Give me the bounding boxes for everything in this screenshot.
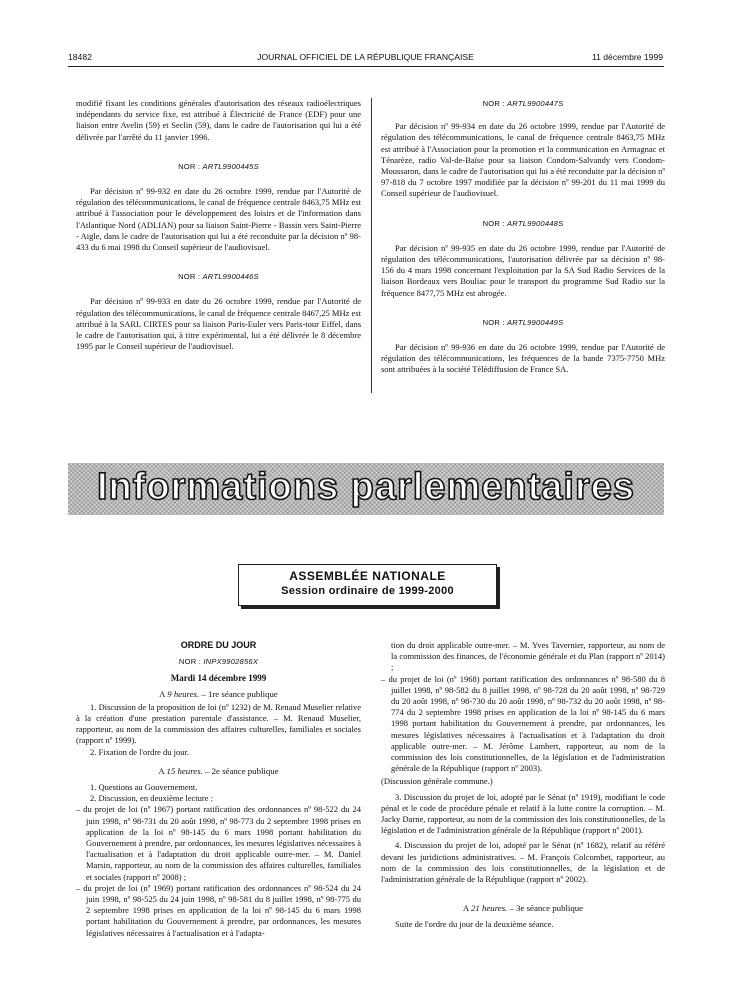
- session-heading: A 15 heures. – 2e séance publique: [158, 765, 279, 776]
- page-date: 11 décembre 1999: [591, 52, 663, 62]
- paragraph: Par décision nº 99-934 en date du 26 octobre 1999, rendue par l'Autorité de régulation des télécommunications, le canal de fréquence centrale 8463,75 MHz est attribué à l'Association pour la promotion et la communication en Armagnac et Ténarèze, radio Val-de-Baïse pour sa liaison Condom-Salvandy vers Condom-Moussaron, dans le cadre de l'autorisation qui lui a été reconduite par la décision nº 97-818 du 7 octobre 1997 modifiée par la décision nº 99-201 du 11 mai 1999 du Conseil supérieur de l'audiovisuel.: [381, 121, 665, 199]
- agenda-subitem: – du projet de loi (nº 1968) portant ratification des ordonnances nº 98-580 du 8 juillet 1998, nº 98-582 du 8 juillet 1998, nº 98-728 du 20 août 1998, nº 98-729 du 20 août 1998, nº 98-730 du 20 août 1998, nº 98-732 du 20 août 1998, nº 98-774 du 2 septembre 1998 prises en application de la loi nº 98-145 du 6 mars 1998 portant habilitation du Gouvernement à prendre, par ordonnances, les mesures législatives nécessaires à l'actualisation et à l'adaptation du droit applicable outre-mer. – M. Jérôme Lambert, rapporteur, au nom de la commission des lois constitutionnelles, de la législation et de l'administration générale de la République (rapport nº 2003).: [381, 673, 665, 774]
- column-divider: [371, 98, 372, 393]
- agenda-item: 1. Discussion de la proposition de loi (nº 1232) de M. Renaud Muselier relative à la création d'une prestation parentale d'assistance. – M. Renaud Muselier, rapporteur, au nom de la commission des affaires culturelles, familiales et sociales (rapport nº 1999).: [76, 701, 361, 746]
- paragraph: Par décision nº 99-936 en date du 26 octobre 1999, rendue par l'Autorité de régulation des télécommunications, les fréquences de la bande 7375-7750 MHz sont attribuées à la société Télédiffusion de France SA.: [381, 342, 665, 375]
- nor-reference: NOR : ARTL9900447S: [482, 99, 564, 108]
- session-title: Session ordinaire de 1999-2000: [281, 585, 454, 597]
- nor-reference: NOR : INPX9902856X: [178, 657, 259, 667]
- agenda-item: 4. Discussion du projet de loi, adopté par le Sénat (nº 1682), relatif au référé devant les juridictions administratives. – M. François Colcombet, rapporteur, au nom de la commission des lois constitutionnelles, de la législation et de l'administration générale de la République (rapport nº 2002).: [381, 840, 665, 885]
- agenda-note: (Discussion générale commune.): [381, 776, 493, 787]
- agenda-subitem: tion du droit applicable outre-mer. – M. Yves Tavernier, rapporteur, au nom de la commission des finances, de l'économie générale et du Plan (rapport nº 2014) ;: [391, 640, 665, 673]
- agenda-item: 2. Fixation de l'ordre du jour.: [90, 746, 190, 757]
- paragraph: Par décision nº 99-935 en date du 26 octobre 1999, rendue par l'Autorité de régulation des télécommunications, l'autorisation délivrée par sa décision nº 98-156 du 4 mars 1998 concernant l'exploitation par la SA Sud Radio Services de la liaison Bordeaux vers Bouliac pour le transport du programme Sud Radio sur la fréquence 8477,75 MHz est abrogée.: [381, 242, 665, 298]
- assemblee-title: ASSEMBLÉE NATIONALE: [289, 569, 446, 583]
- ordre-du-jour-title: ORDRE DU JOUR: [180, 640, 257, 650]
- agenda-subitem: – du projet de loi (nº 1967) portant ratification des ordonnances nº 98-522 du 24 juin 1998, nº 98-731 du 20 août 1998, nº 98-773 du 2 septembre 1998 prises en application de la loi nº 98-145 du 6 mars 1998 portant habilitation du Gouvernement à prendre, par ordonnances, les mesures législatives nécessaires à l'actualisation et à l'adaptation du droit applicable outre-mer. – M. Daniel Marsin, rapporteur, au nom de la commission des affaires culturelles, familiales et sociales (rapport nº 2008) ;: [76, 804, 361, 882]
- journal-title: JOURNAL OFFICIEL DE LA RÉPUBLIQUE FRANÇAISE: [257, 52, 474, 62]
- agenda-item: 3. Discussion du projet de loi, adopté par le Sénat (nº 1919), modifiant le code pénal et le code de procédure pénale et relatif à la lutte contre la corruption. – M. Jacky Darne, rapporteur, au nom de la commission des lois constitutionnelles, de la législation et de l'administration générale de la République (rapport nº 2001).: [381, 791, 665, 836]
- section-banner: [68, 463, 664, 515]
- day-title: Mardi 14 décembre 1999: [170, 673, 267, 684]
- bottom-left-column: [76, 640, 361, 939]
- paragraph: modifié fixant les conditions générales d'autorisation des réseaux radioélectriques indépendants du service fixe, est attribué à Électricité de France (EDF) pour une liaison entre Avelin (59) et Seclin (59), dans le cadre de l'autorisation qui lui a été délivrée par l'arrêté du 11 janvier 1996.: [76, 98, 361, 142]
- page-number: 18482: [68, 52, 92, 62]
- nor-reference: NOR : ARTL9900445S: [178, 161, 259, 171]
- agenda-subitem: – du projet de loi (nº 1969) portant ratification des ordonnances nº 98-524 du 24 juin 1998, nº 98-525 du 24 juin 1998, nº 98-581 du 8 juillet 1998, nº 98-775 du 2 septembre 1998 prises en application de la loi nº 98-145 du 6 mars 1998 portant habilitation du Gouvernement à prendre, par ordonnances, les mesures législatives nécessaires à l'actualisation et à l'adapta-: [76, 882, 361, 938]
- top-left-column: [76, 98, 361, 352]
- top-right-column: [381, 98, 665, 376]
- nor-reference: NOR : ARTL9900446S: [178, 272, 259, 282]
- paragraph: Par décision nº 99-932 en date du 26 octobre 1999, rendue par l'Autorité de régulation des télécommunications, le canal de fréquence centrale 8463,75 MHz est attribué à l'association pour le développement des loisirs et de l'information dans l'Atlantique Nord (ADLIAN) pour sa liaison Saint-Pierre - Bassin vers Saint-Pierre - Aigle, dans le cadre de l'autorisation qui lui a été reconduite par la décision nº 98-433 du 6 mai 1998 du Conseil supérieur de l'audiovisuel.: [76, 186, 361, 253]
- session-heading: A 9 heures. – 1re séance publique: [159, 688, 278, 699]
- session-heading: A 21 heures. – 3e séance publique: [462, 903, 584, 914]
- agenda-item: Suite de l'ordre du jour de la deuxième séance.: [395, 919, 554, 930]
- agenda-item: 2. Discussion, en deuxième lecture :: [90, 793, 213, 804]
- agenda-item: 1. Questions au Gouvernement.: [90, 782, 198, 793]
- nor-reference: NOR : ARTL9900449S: [482, 317, 564, 327]
- bottom-right-column: [381, 640, 665, 931]
- header-rule: [68, 66, 664, 67]
- nor-reference: NOR : ARTL9900448S: [482, 218, 564, 228]
- banner-title: Informations parlementaires: [96, 466, 636, 508]
- paragraph: Par décision nº 99-933 en date du 26 octobre 1999, rendue par l'Autorité de régulation des télécommunications, le canal de fréquence centrale 8467,25 MHz est attribué à la SARL CIRTES pour sa liaison Paris-Euler vers Paris-tour Eiffel, dans le cadre de l'autorisation qui, à titre expérimental, lui a été délivrée le 8 décembre 1995 par le Conseil supérieur de l'audiovisuel.: [76, 296, 361, 352]
- assemblee-box: [238, 564, 497, 606]
